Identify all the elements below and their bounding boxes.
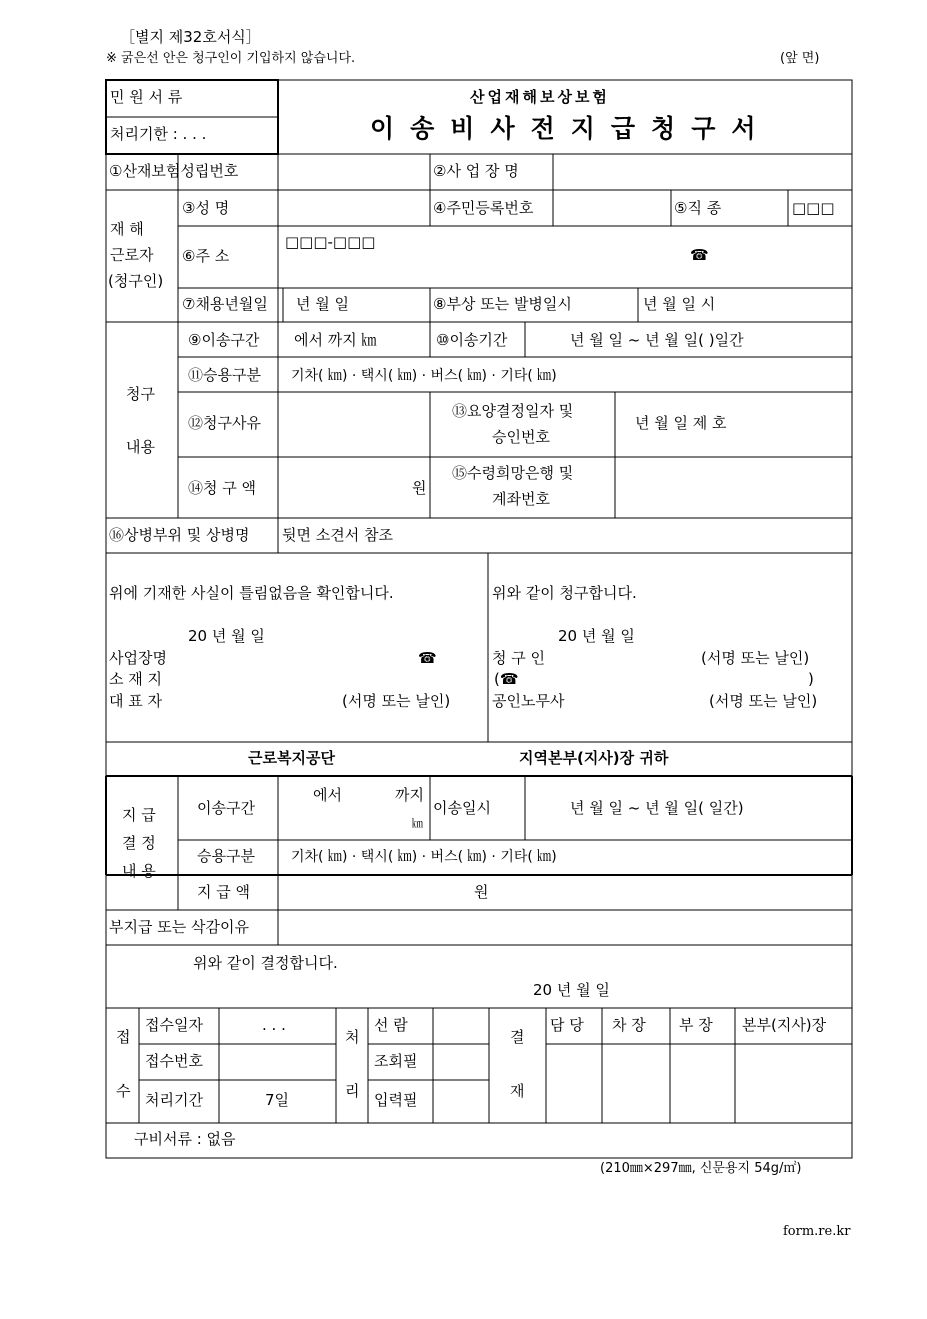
claimant-sign: (서명 또는 날인) — [701, 649, 810, 667]
decision-date-value: 년 월 일 ~ 년 월 일( 일간) — [570, 799, 744, 817]
decision-group-line1: 지 급 — [122, 806, 156, 824]
injury-site-value: 뒷면 소견서 참조 — [282, 526, 393, 544]
phone-icon: ☎ — [690, 246, 709, 264]
job-type-boxes: □□□ — [792, 199, 835, 217]
label-received-number: 접수번호 — [145, 1052, 203, 1070]
notice-text: ※ 굵은선 안은 청구인이 기입하지 않습니다. — [106, 51, 356, 66]
postal-code-boxes: □□□-□□□ — [285, 233, 376, 251]
addressee-title: 지역본부(지사)장 귀하 — [519, 749, 669, 767]
attorney-sign: (서명 또는 날인) — [709, 692, 818, 710]
site-name: form.re.kr — [783, 1224, 851, 1239]
label-representative: 대 표 자 — [109, 692, 163, 710]
label-resident-number: ④주민등록번호 — [433, 199, 534, 217]
form-subtitle: 산업재해보상보험 — [470, 88, 610, 106]
officer-deputy: 차 장 — [612, 1016, 646, 1034]
paper-spec: (210㎜×297㎜, 신문용지 54g/㎡) — [600, 1161, 802, 1176]
process-label-1: 처 — [345, 1028, 360, 1046]
ride-type-value: 기차( ㎞) · 택시( ㎞) · 버스( ㎞) · 기타( ㎞) — [291, 368, 557, 384]
worker-group-line2: 근로자 — [110, 246, 154, 264]
approval-label-2: 재 — [510, 1082, 525, 1100]
representative-sign: (서명 또는 날인) — [342, 692, 451, 710]
hire-date-value: 년 월 일 — [296, 295, 350, 313]
confirm-date: 20 년 월 일 — [188, 627, 265, 645]
workplace-phone-icon: ☎ — [418, 649, 437, 667]
label-claim-amount: ⑭청 구 액 — [188, 479, 257, 497]
reception-label-2: 수 — [116, 1082, 131, 1100]
claimant-phone-open: (☎ — [494, 670, 519, 688]
civil-document-label: 민 원 서 류 — [110, 88, 183, 106]
claim-amount-unit: 원 — [412, 479, 427, 497]
label-approval-date-line2: 승인번호 — [492, 428, 550, 446]
decision-section-from: 에서 — [313, 786, 342, 804]
received-date-value: . . . — [262, 1016, 286, 1034]
label-address: ⑥주 소 — [182, 247, 230, 265]
claim-statement: 위와 같이 청구합니다. — [492, 584, 637, 602]
decision-date: 20 년 월 일 — [533, 981, 610, 999]
decision-ride-value: 기차( ㎞) · 택시( ㎞) · 버스( ㎞) · 기타( ㎞) — [291, 849, 557, 865]
label-processing-period: 처리기간 — [145, 1091, 203, 1109]
label-location: 소 재 지 — [109, 670, 163, 688]
label-hire-date: ⑦채용년월일 — [182, 295, 268, 313]
label-bank-line1: ⑮수령희망은행 및 — [452, 464, 574, 482]
claim-group-line1: 청구 — [126, 385, 155, 403]
label-claimant: 청 구 인 — [492, 649, 546, 667]
process-label-2: 리 — [345, 1082, 360, 1100]
approval-label-1: 결 — [510, 1028, 525, 1046]
label-received-date: 접수일자 — [145, 1016, 203, 1034]
label-inquiry: 조회필 — [374, 1052, 418, 1070]
label-insurance-number: ①산재보험성립번호 — [109, 162, 239, 180]
approval-date-value: 년 월 일 제 호 — [635, 414, 727, 432]
label-injury-datetime: ⑧부상 또는 발병일시 — [433, 295, 572, 313]
label-ride-type: ⑪승용구분 — [188, 366, 261, 384]
decision-group-line2: 결 정 — [122, 834, 156, 852]
worker-group-line1: 재 해 — [110, 220, 144, 238]
label-transport-period: ⑩이송기간 — [436, 331, 508, 349]
label-transport-section: ⑨이송구간 — [188, 331, 260, 349]
label-decision-date: 이송일시 — [433, 799, 491, 817]
label-workplace-name: ②사 업 장 명 — [433, 162, 519, 180]
label-job-type: ⑤직 종 — [674, 199, 722, 217]
transport-period-value: 년 월 일 ~ 년 월 일( )일간 — [570, 331, 744, 349]
decision-section-km: ㎞ — [412, 817, 423, 830]
processing-period-value: 7일 — [265, 1091, 290, 1109]
claim-date: 20 년 월 일 — [558, 627, 635, 645]
label-view: 선 람 — [374, 1016, 408, 1034]
front-side-label: (앞 면) — [780, 51, 820, 66]
decision-section-to: 까지 — [395, 786, 424, 804]
claim-group-line2: 내용 — [126, 438, 155, 456]
decision-group-line3: 내 용 — [122, 862, 156, 880]
label-labor-attorney: 공인노무사 — [492, 692, 565, 710]
officer-manager: 부 장 — [679, 1016, 713, 1034]
reception-label-1: 접 — [116, 1028, 131, 1046]
paid-amount-unit: 원 — [474, 883, 489, 901]
injury-datetime-value: 년 월 일 시 — [643, 295, 716, 313]
required-documents: 구비서류 : 없음 — [134, 1130, 236, 1148]
officer-head: 본부(지사)장 — [742, 1016, 827, 1034]
decision-statement: 위와 같이 결정합니다. — [193, 954, 338, 972]
claimant-phone-close: ) — [808, 670, 814, 688]
worker-group-line3: (청구인) — [108, 272, 164, 290]
label-decision-ride: 승용구분 — [197, 847, 255, 865]
addressee-agency: 근로복지공단 — [248, 749, 335, 767]
confirm-statement: 위에 기재한 사실이 틀림없음을 확인합니다. — [109, 584, 394, 602]
processing-deadline: 처리기한 : . . . — [110, 125, 207, 143]
label-reduction-reason: 부지급 또는 삭감이유 — [109, 918, 249, 936]
form-number: ［별지 제32호서식］ — [120, 28, 261, 46]
officer-staff: 담 당 — [550, 1016, 584, 1034]
label-workplace: 사업장명 — [109, 649, 167, 667]
label-name: ③성 명 — [182, 199, 230, 217]
label-bank-line2: 계좌번호 — [492, 490, 550, 508]
label-approval-date-line1: ⑬요양결정일자 및 — [452, 402, 574, 420]
label-decision-section: 이송구간 — [197, 799, 255, 817]
form-title: 이송비사전지급청구서 — [370, 114, 772, 143]
label-input: 입력필 — [374, 1091, 418, 1109]
label-paid-amount: 지 급 액 — [197, 883, 251, 901]
label-injury-site: ⑯상병부위 및 상병명 — [109, 526, 250, 544]
label-claim-reason: ⑫청구사유 — [188, 414, 261, 432]
transport-section-value: 에서 까지 ㎞ — [294, 331, 377, 349]
